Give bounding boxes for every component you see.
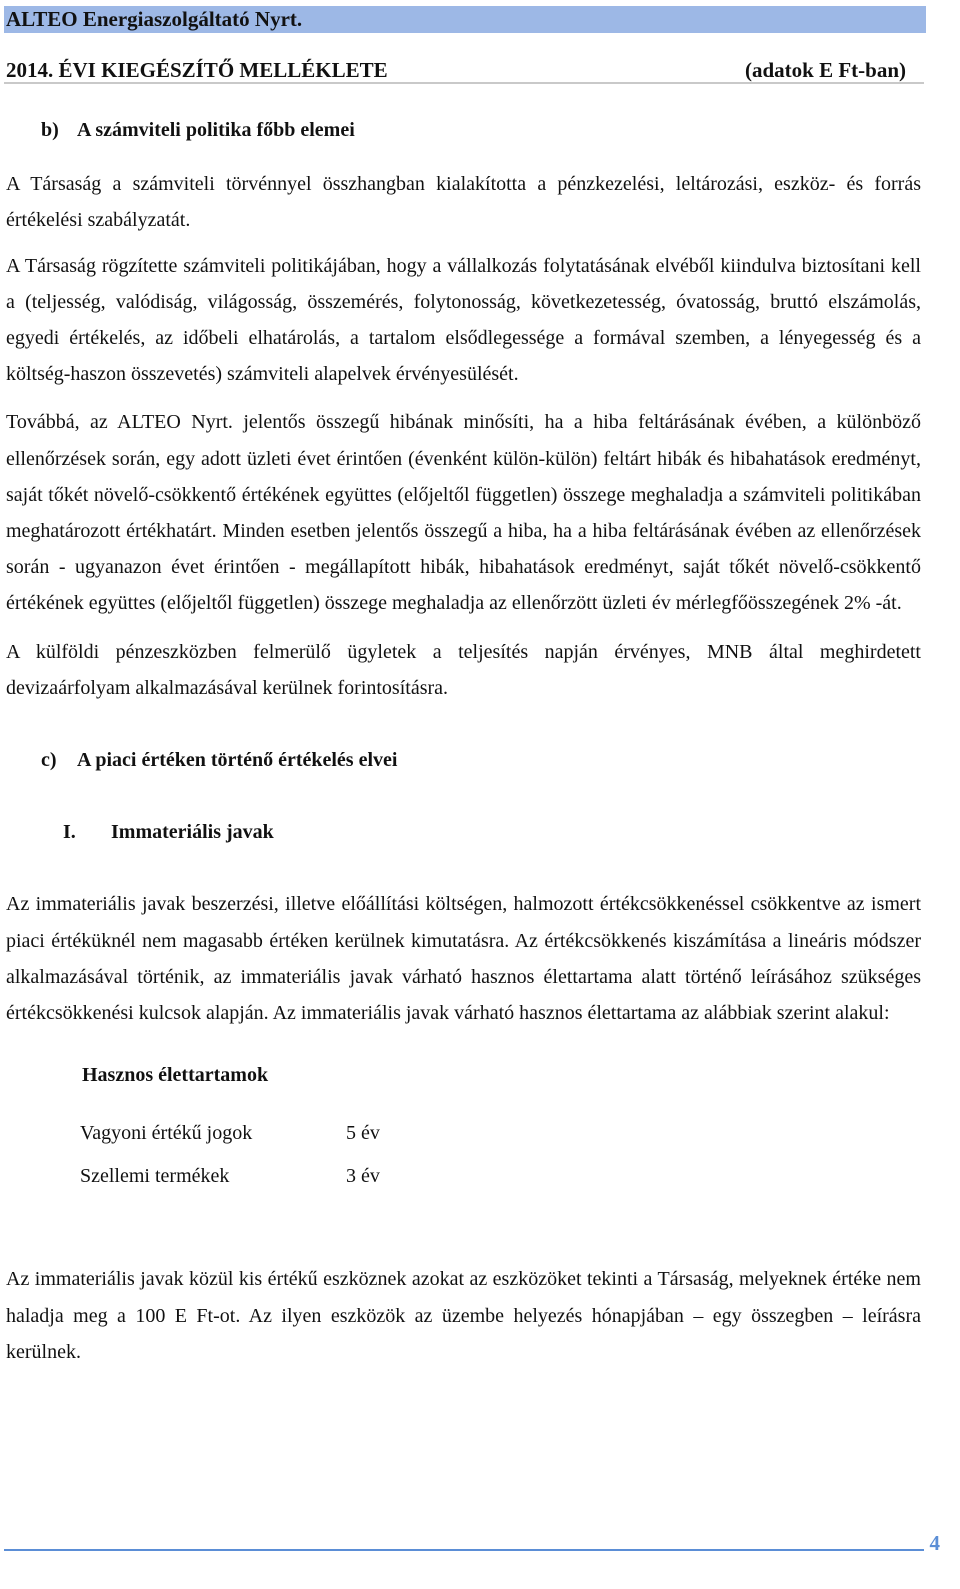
section-c-label: c) [41,749,57,772]
section-c-title: A piaci értéken történő értékelés elvei [77,749,398,772]
company-header [4,6,926,33]
section-b-title: A számviteli politika főbb elemei [77,119,355,141]
company-name: ALTEO Energiaszolgáltató Nyrt. [6,7,303,31]
footer-divider [4,1549,924,1551]
units-note: (adatok E Ft-ban) [744,58,906,82]
subsection-1-label: I. [63,821,76,844]
useful-life-value: 5 év [346,1121,380,1144]
useful-lives-table [80,1111,380,1197]
section-b-paragraph-2: A Társaság rögzítette számviteli politikájában, hogy a vállalkozás folytatásának elvéből kiindulva biztosítani kell a (teljesség, valódiság, világosság, összemérés, folytonosság, következetesség, óvatosság, bruttó elszámolás, egyedi értékelés, az időbeli elhatárolás, a tartalom elsődlegessége a formával szemben, a lényegesség és a költség-haszon összevetés) számviteli alapelvek érvényesülését. [6,254,921,386]
section-b-paragraph-3: Továbbá, az ALTEO Nyrt. jelentős összegű hibának minősíti, ha a hiba feltárásának évében, a különböző ellenőrzések során, egy adott üzleti évet érintően (évenként külön-külön) feltárt hibák és hibahatások eredményt, saját tőkét növelő-csökkentő értékének együttes (előjeltől független) összege meghaladja a számviteli politikában meghatározott értékhatárt. Minden esetben jelentős összegű a hiba, ha a hiba feltárásának évében az ellenőrzések során - ugyanazon évet érintően - megállapított hibák, hibahatások eredményt, saját tőkét növelő-csökkentő értékének együttes (előjeltől független) összege meghaladja az ellenőrzött üzleti év mérlegfőösszegének 2% -át. [6,411,921,615]
useful-lives-heading: Hasznos élettartamok [82,1064,269,1087]
table-row [80,1154,380,1197]
section-b-label: b) [41,119,59,141]
document-title: 2014. ÉVI KIEGÉSZÍTŐ MELLÉKLETE [6,58,388,82]
subsection-1-paragraph: Az immateriális javak beszerzési, illetve előállítási költségen, halmozott értékcsökkenéssel csökkentve az ismert piaci értéküknél nem magasabb értéken kerülnek kimutatásra. Az értékcsökkenés kiszámítása a lineáris módszer alkalmazásával történik, az immateriális javak várható hasznos élettartama alatt történő leírásához szükséges értékcsökkenési kulcsok alapján. Az immateriális javak várható hasznos élettartama az alábbiak szerint alakul: [6,893,921,1025]
asset-category: Vagyoni értékű jogok [80,1121,253,1144]
subsection-1-closing-paragraph: Az immateriális javak közül kis értékű eszköznek azokat az eszközöket tekinti a Társaság, melyeknek értéke nem haladja meg a 100 E Ft-ot. Az ilyen eszközök az üzembe helyezés hónapjában – egy összegben – leírásra kerülnek. [6,1268,921,1363]
document-body [6,112,921,1370]
section-b-heading [41,112,921,148]
section-c-heading [41,742,921,778]
page-number: 4 [929,1531,940,1555]
useful-life-value: 3 év [346,1164,380,1187]
section-b-paragraph-4: A külföldi pénzeszközben felmerülő ügyletek a teljesítés napján érvényes, MNB által meghirdetett devizaárfolyam alkalmazásával kerülnek forintosításra. [6,640,921,699]
section-b-paragraph-1: A Társaság a számviteli törvénnyel összhangban kialakította a pénzkezelési, leltározási, eszköz- és forrás értékelési szabályzatát. [6,173,921,232]
asset-category: Szellemi termékek [80,1164,230,1187]
document-title-bar [4,57,924,84]
table-row [80,1111,380,1154]
subsection-1-title: Immateriális javak [111,821,274,844]
subsection-1-heading [63,814,921,850]
